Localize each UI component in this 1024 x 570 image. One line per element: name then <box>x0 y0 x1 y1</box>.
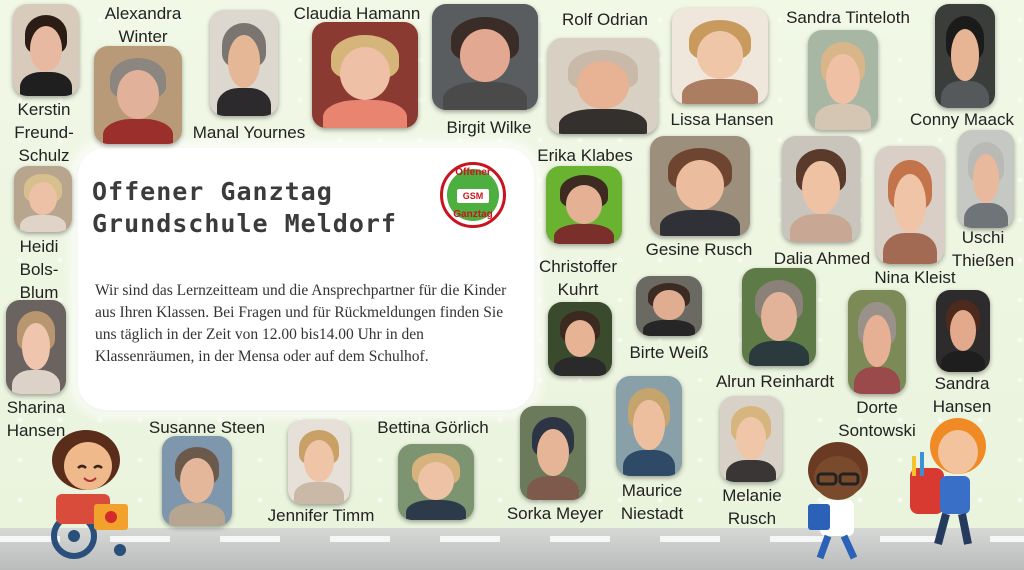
photo-sorka <box>520 406 586 500</box>
photo-erika <box>546 166 622 244</box>
name-dalia: Dalia Ahmed <box>773 249 871 268</box>
name-dorte: Dorte Sontowski <box>838 398 916 440</box>
photo-sharina <box>6 300 66 394</box>
name-christoffer: Christoffer Kuhrt <box>538 257 618 299</box>
logo-text-mid: GSM <box>457 189 489 203</box>
title-line-1: Offener Ganztag <box>92 177 333 206</box>
kid-backpack-illustration <box>902 412 994 552</box>
photo-rolf <box>548 38 658 134</box>
photo-conny <box>935 4 995 108</box>
photo-christoffer <box>548 302 612 376</box>
photo-melanie <box>720 396 782 482</box>
name-kerstin: Kerstin Freund- Schulz <box>14 100 74 165</box>
photo-heidi <box>14 166 72 232</box>
name-sandra-t: Sandra Tinteloth <box>786 8 910 27</box>
name-uschi: Uschi Thießen <box>951 228 1015 270</box>
name-manal: Manal Yournes <box>192 123 306 142</box>
school-logo <box>440 162 506 228</box>
name-alrun: Alrun Reinhardt <box>715 372 835 391</box>
photo-alexandra <box>94 46 182 144</box>
photo-birte <box>636 276 702 336</box>
name-melanie: Melanie Rusch <box>722 486 782 528</box>
name-birgit: Birgit Wilke <box>446 118 532 137</box>
photo-lissa <box>672 8 768 104</box>
name-birte: Birte Weiß <box>629 343 709 362</box>
page-title <box>92 176 452 240</box>
photo-bettina <box>398 444 474 520</box>
title-line-2: Grundschule Meldorf <box>92 209 397 238</box>
kid-reading-illustration <box>798 440 878 564</box>
logo-text-top: Offener <box>455 167 491 178</box>
name-heidi: Heidi Bols- Blum <box>19 237 59 302</box>
name-lissa: Lissa Hansen <box>670 110 774 129</box>
photo-alrun <box>742 268 816 366</box>
photo-manal <box>210 10 278 116</box>
photo-kerstin <box>13 4 79 96</box>
photo-gesine <box>650 136 750 236</box>
name-maurice: Maurice Niestadt <box>620 481 684 523</box>
photo-dalia <box>782 136 860 242</box>
photo-claudia <box>312 22 418 128</box>
name-erika: Erika Klabes <box>537 146 633 165</box>
photo-sandra-t <box>808 30 878 130</box>
name-alexandra: Alexandra Winter <box>104 4 182 46</box>
name-conny: Conny Maack <box>910 110 1014 129</box>
name-sandra-h: Sandra Hansen <box>932 374 992 416</box>
photo-maurice <box>616 376 682 476</box>
photo-susanne <box>162 436 232 526</box>
name-gesine: Gesine Rusch <box>645 240 753 259</box>
kid-wheelchair-illustration <box>34 424 142 560</box>
photo-nina <box>876 146 944 264</box>
logo-text-bottom: Ganztag <box>453 209 493 220</box>
name-jennifer: Jennifer Timm <box>267 506 375 525</box>
name-susanne: Susanne Steen <box>148 418 266 437</box>
name-rolf: Rolf Odrian <box>562 10 648 29</box>
name-claudia: Claudia Hamann <box>293 4 421 23</box>
name-nina: Nina Kleist <box>874 268 956 287</box>
photo-sandra-h <box>936 290 990 372</box>
name-sharina: Sharina Hansen <box>6 398 66 440</box>
name-bettina: Bettina Görlich <box>377 418 489 437</box>
photo-uschi <box>958 130 1014 228</box>
photo-dorte <box>848 290 906 394</box>
team-description: Wir sind das Lernzeitteam und die Ansprechpartner für die Kinder aus Ihren Klassen. Bei Fragen und für Rückmeldungen finden Sie uns täglich in der Zeit von 12.00 bis14.00 Uhr in den Klassenräumen, in der Mensa oder auf dem Schulhof. <box>95 282 507 365</box>
name-sorka: Sorka Meyer <box>506 504 604 523</box>
photo-birgit <box>432 4 538 110</box>
photo-jennifer <box>288 420 350 504</box>
